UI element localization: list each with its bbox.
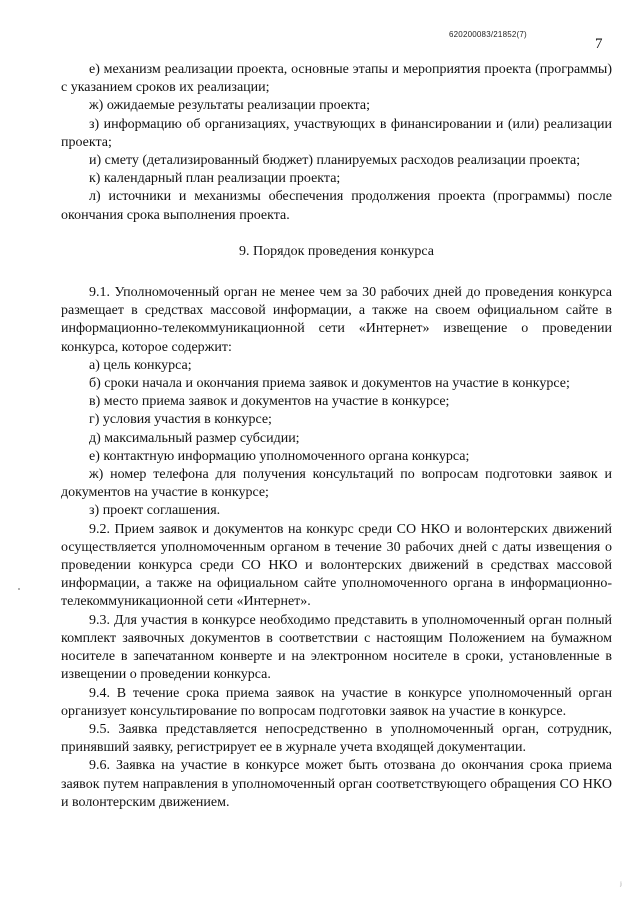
clause-9-3: 9.3. Для участия в конкурсе необходимо представить в уполномоченный орган полный комплект заявочных документов в соответствии с настоящим Положением на бумажном носителе в запечатанном конверте и на электронном носителе в сроки, установленные в извещении о проведении конкурса. xyxy=(61,612,612,683)
scan-mark: ʲ xyxy=(620,880,622,891)
document-code: 620200083/21852(7) xyxy=(449,30,527,39)
document-body xyxy=(61,61,612,812)
list-item-z: з) проект соглашения. xyxy=(89,503,221,519)
list-item-zh: ж) номер телефона для получения консультаций по вопросам подготовки заявок и документов на участие в конкурсе; xyxy=(61,467,612,501)
list-item-a: а) цель конкурса; xyxy=(89,357,192,373)
list-item-v: в) место приема заявок и документов на участие в конкурсе; xyxy=(89,394,450,410)
list-item-g: г) условия участия в конкурсе; xyxy=(89,412,272,428)
clause-9-2: 9.2. Прием заявок и документов на конкурс среди СО НКО и волонтерских движений осуществляется уполномоченным органом в течение 30 рабочих дней с даты извещения о проведении конкурса среди СО НКО и волонтерских движений в средствах массовой информации, а также на официальном сайте уполномоченного органа в информационно-телекоммуникационной сети «Интернет». xyxy=(61,521,612,610)
list-item-b: б) сроки начала и окончания приема заявок и документов на участие в конкурсе; xyxy=(89,376,570,392)
clause-9-1: 9.1. Уполномоченный орган не менее чем за 30 рабочих дней до проведения конкурса размещает в средствах массовой информации, а также на своем официальном сайте в информационно-телекоммуникационной сети «Интернет» извещение о проведении конкурса, которое содержит: xyxy=(61,285,612,355)
paragraph-k: к) календарный план реализации проекта; xyxy=(89,171,341,187)
clause-9-4: 9.4. В течение срока приема заявок на участие в конкурсе уполномоченный орган организует консультирование по вопросам подготовки заявок на участие в конкурсе. xyxy=(61,685,612,719)
clause-9-5: 9.5. Заявка представляется непосредственно в уполномоченный орган, сотрудник, принявший заявку, регистрирует ее в журнале учета входящей документации. xyxy=(61,721,612,756)
paragraph-z: з) информацию об организациях, участвующих в финансировании и (или) реализации проекта; xyxy=(61,116,612,150)
section-heading: 9. Порядок проведения конкурса xyxy=(238,243,435,259)
page-number: 7 xyxy=(595,36,603,52)
paragraph-l: л) источники и механизмы обеспечения продолжения проекта (программы) после окончания срока выполнения проекта. xyxy=(61,189,612,223)
clause-9-6: 9.6. Заявка на участие в конкурсе может быть отозвана до окончания срока приема заявок путем направления в уполномоченный орган соответствующего обращения СО НКО и волонтерским движением. xyxy=(61,758,612,810)
list-item-e: е) контактную информацию уполномоченного органа конкурса; xyxy=(89,448,470,464)
scan-speck xyxy=(18,588,20,590)
paragraph-zh: ж) ожидаемые результаты реализации проекта; xyxy=(89,98,370,114)
paragraph-i: и) смету (детализированный бюджет) планируемых расходов реализации проекта; xyxy=(89,153,581,169)
list-item-d: д) максимальный размер субсидии; xyxy=(89,430,300,446)
paragraph-e: е) механизм реализации проекта, основные этапы и мероприятия проекта (программы) с указанием сроков их реализации; xyxy=(61,62,612,96)
